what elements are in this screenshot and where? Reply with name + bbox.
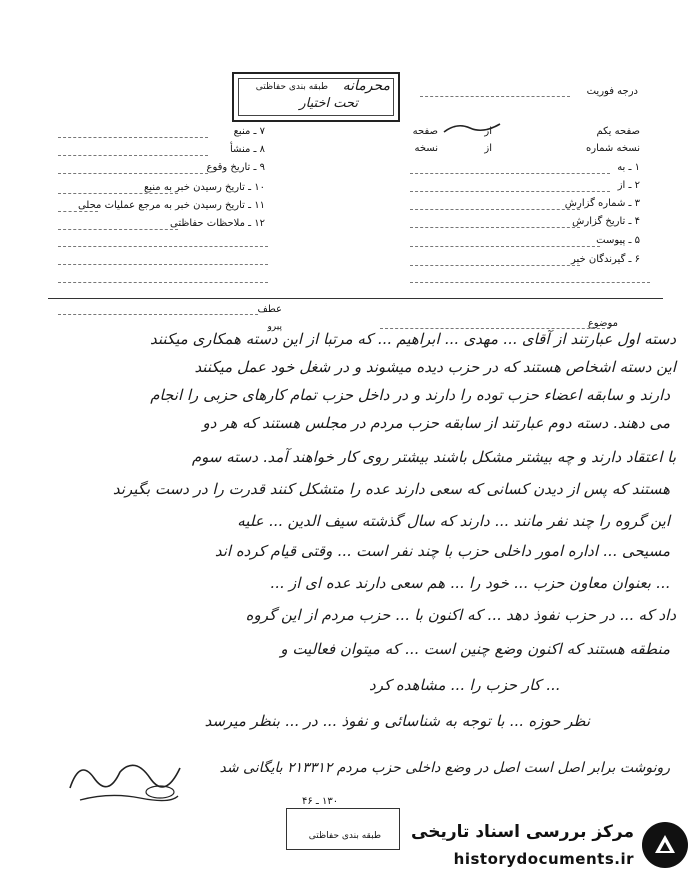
form-item-to: ۱ ـ به (617, 162, 640, 173)
form-item-from: ۲ ـ از (617, 180, 640, 191)
page-word-label: صفحه (412, 126, 438, 137)
priority-label: درجه فوریت (586, 86, 638, 97)
page-label: صفحه یکم (596, 126, 640, 137)
form-item-report-date: ۴ ـ تاریخ گزارش (572, 216, 640, 227)
body-line-5: با اعتقاد دارند و چه بیشتر مشکل باشند بیشتر روی کار خواهند آمد. دسته سوم (191, 448, 676, 466)
form-item-origin: ۸ ـ منشأ (229, 144, 265, 155)
body-line-1: دسته اول عبارتند از آقای ... مهدی ... ابراهیم ... که مرتبا از این دسته همکاری میکنند (150, 330, 676, 348)
form-item-source: ۷ ـ منبع (233, 126, 265, 137)
form-item-report-number: ۳ ـ شماره گزارش (564, 198, 640, 209)
body-line-7: این گروه را چند نفر مانند ... دارند که سال گذشته سیف الدین ... علیه (237, 512, 670, 530)
watermark-en-text: historydocuments.ir (453, 850, 634, 868)
reference-label: عطف (257, 304, 282, 315)
signature-mark (60, 748, 190, 808)
form-item-occurrence-date: ۹ ـ تاریخ وقوع (206, 162, 265, 173)
copy-label: نسخه شماره (586, 143, 640, 154)
form-item-date-to-source: ۱۰ ـ تاریخ رسیدن خبر به منبع (143, 182, 265, 193)
bottom-classification-box (286, 808, 400, 850)
form-item-recipients: ۶ ـ گیرندگان خبر (570, 254, 640, 265)
archive-logo-icon (642, 822, 688, 868)
body-line-2: این دسته اشخاص هستند که در حزب دیده میشوند و در شغل خود عمل میکنند (194, 358, 676, 376)
watermark-fa-text: مرکز بررسی اسناد تاریخی (411, 822, 634, 842)
body-line-12: ... کار حزب را ... مشاهده کرد (369, 676, 560, 694)
copy-word-label: نسخه (414, 143, 438, 154)
bottom-stamp-label: طبقه بندی حفاظتی (308, 831, 381, 841)
classification-stamp (232, 72, 400, 122)
body-line-3: دارند و سابقه اعضاء حزب توده را دارند و در داخل حزب تمام کارهای حزبی را انجام (150, 386, 670, 404)
stamp-label: طبقه بندی حفاظتی (255, 82, 328, 92)
stamp-handwritten-classification: محرمانه (342, 78, 390, 94)
body-line-13: نظر حوزه ... با توجه به شناسائی و نفوذ ... در ... بنظر میرسد (204, 712, 590, 730)
body-line-8: مسیحی ... اداره امور داخلی حزب با چند نفر است ... وقتی قیام کرده اند (214, 542, 670, 560)
archive-watermark (400, 818, 692, 878)
reference-sub-label: پیرو (267, 322, 282, 332)
form-code: ۱۳۰ ـ ۴۶ (302, 796, 339, 807)
copy-of-label: از (484, 143, 492, 154)
page-of-label: از (484, 126, 492, 137)
form-item-attachment: ۵ ـ پیوست (596, 235, 640, 246)
body-line-11: منطقه هستند که اکنون وضع چنین است ... که میتوان فعالیت و (280, 640, 670, 658)
body-line-6: هستند که پس از دیدن کسانی که سعی دارند عده را متشکل کنند قدرت را در دست بگیرند (112, 480, 670, 498)
form-item-date-to-local-ops: ۱۱ ـ تاریخ رسیدن خبر به مرجع عملیات محلی (77, 200, 265, 211)
body-line-10: داد که ... در حزب نفوذ دهد ... که اکنون با ... حزب مردم از این گروه (245, 606, 676, 624)
form-item-security-notes: ۱۲ ـ ملاحظات حفاظتی (170, 218, 265, 229)
footer-copy-note: رونوشت برابر اصل است اصل در وضع داخلی حزب مردم ۲۱۳۳۱۲ بایگانی شد (219, 760, 670, 776)
page-count-scribble (442, 118, 502, 136)
subject-label: موضوع (587, 318, 618, 329)
stamp-handwritten-note: تحت اختیار (299, 96, 358, 111)
body-line-9: ... بعنوان معاون حزب ... خود را ... هم سعی دارند عده ای از ... (269, 574, 670, 592)
body-line-4: می دهند. دسته دوم عبارتند از سابقه حزب مردم در مجلس هستند که هر دو (202, 414, 670, 432)
